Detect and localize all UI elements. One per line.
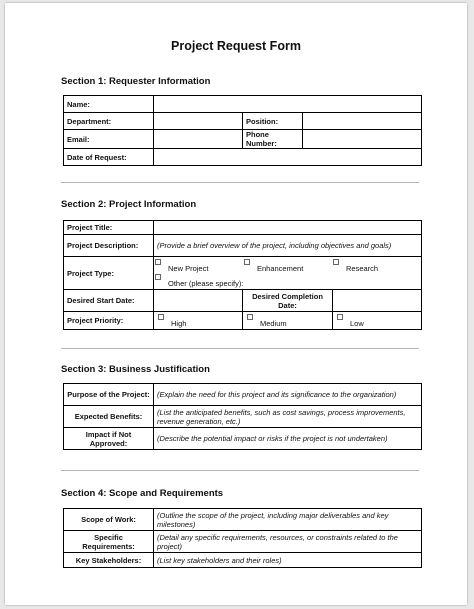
business-justification-table [63,383,422,450]
start-date-label: Desired Start Date: [64,290,154,312]
section2-title: Section 2: Project Information [61,199,197,210]
checkbox-icon[interactable] [244,259,250,265]
document-page [5,3,467,605]
scope-requirements-table [63,508,422,568]
email-label: Email: [64,130,154,149]
benefits-field[interactable]: (List the anticipated benefits, such as cost savings, process improvements, revenue generation, etc.) [154,406,422,428]
checkbox-icon[interactable] [337,314,343,320]
position-field[interactable] [303,113,422,130]
checkbox-icon[interactable] [158,314,164,320]
priority-option-medium[interactable]: Medium [243,312,333,330]
impact-field[interactable]: (Describe the potential impact or risks if the project is not undertaken) [154,428,422,450]
project-priority-label: Project Priority: [64,312,154,330]
form-title: Project Request Form [171,39,301,53]
requester-table [63,95,422,166]
department-field[interactable] [154,113,243,130]
checkbox-icon[interactable] [333,259,339,265]
phone-field[interactable] [303,130,422,149]
checkbox-icon[interactable] [247,314,253,320]
scope-label: Scope of Work: [64,509,154,531]
stakeholders-label: Key Stakeholders: [64,553,154,568]
phone-label: Phone Number: [243,130,303,149]
stakeholders-field[interactable]: (List key stakeholders and their roles) [154,553,422,568]
completion-date-field[interactable] [333,290,422,312]
project-type-label: Project Type: [64,257,154,290]
type-option-research[interactable]: Research [332,258,421,273]
priority-option-low[interactable]: Low [333,312,422,330]
name-field[interactable] [154,96,422,113]
type-option-new-project[interactable]: New Project [154,258,243,273]
completion-date-label: Desired Completion Date: [243,290,333,312]
project-title-field[interactable] [154,221,422,235]
date-field[interactable] [154,149,422,166]
section4-title: Section 4: Scope and Requirements [61,488,224,499]
type-option-other[interactable]: Other (please specify): [154,273,243,288]
priority-option-high[interactable]: High [154,312,243,330]
checkbox-icon[interactable] [155,274,161,280]
project-type-options [154,257,422,290]
impact-label: Impact if Not Approved: [64,428,154,450]
purpose-label: Purpose of the Project: [64,384,154,406]
project-title-label: Project Title: [64,221,154,235]
requirements-label: Specific Requirements: [64,531,154,553]
project-description-field[interactable]: (Provide a brief overview of the project, including objectives and goals) [154,235,422,257]
email-field[interactable] [154,130,243,149]
section-divider [61,182,419,183]
department-label: Department: [64,113,154,130]
section1-title: Section 1: Requester Information [61,76,211,87]
purpose-field[interactable]: (Explain the need for this project and its significance to the organization) [154,384,422,406]
section-divider [61,470,419,471]
name-label: Name: [64,96,154,113]
section3-title: Section 3: Business Justification [61,364,210,375]
scope-field[interactable]: (Outline the scope of the project, including major deliverables and key milestones) [154,509,422,531]
project-info-table [63,220,422,330]
section-divider [61,348,419,349]
position-label: Position: [243,113,303,130]
checkbox-icon[interactable] [155,259,161,265]
benefits-label: Expected Benefits: [64,406,154,428]
start-date-field[interactable] [154,290,243,312]
requirements-field[interactable]: (Detail any specific requirements, resources, or constraints related to the project) [154,531,422,553]
date-label: Date of Request: [64,149,154,166]
type-option-enhancement[interactable]: Enhancement [243,258,332,273]
project-description-label: Project Description: [64,235,154,257]
